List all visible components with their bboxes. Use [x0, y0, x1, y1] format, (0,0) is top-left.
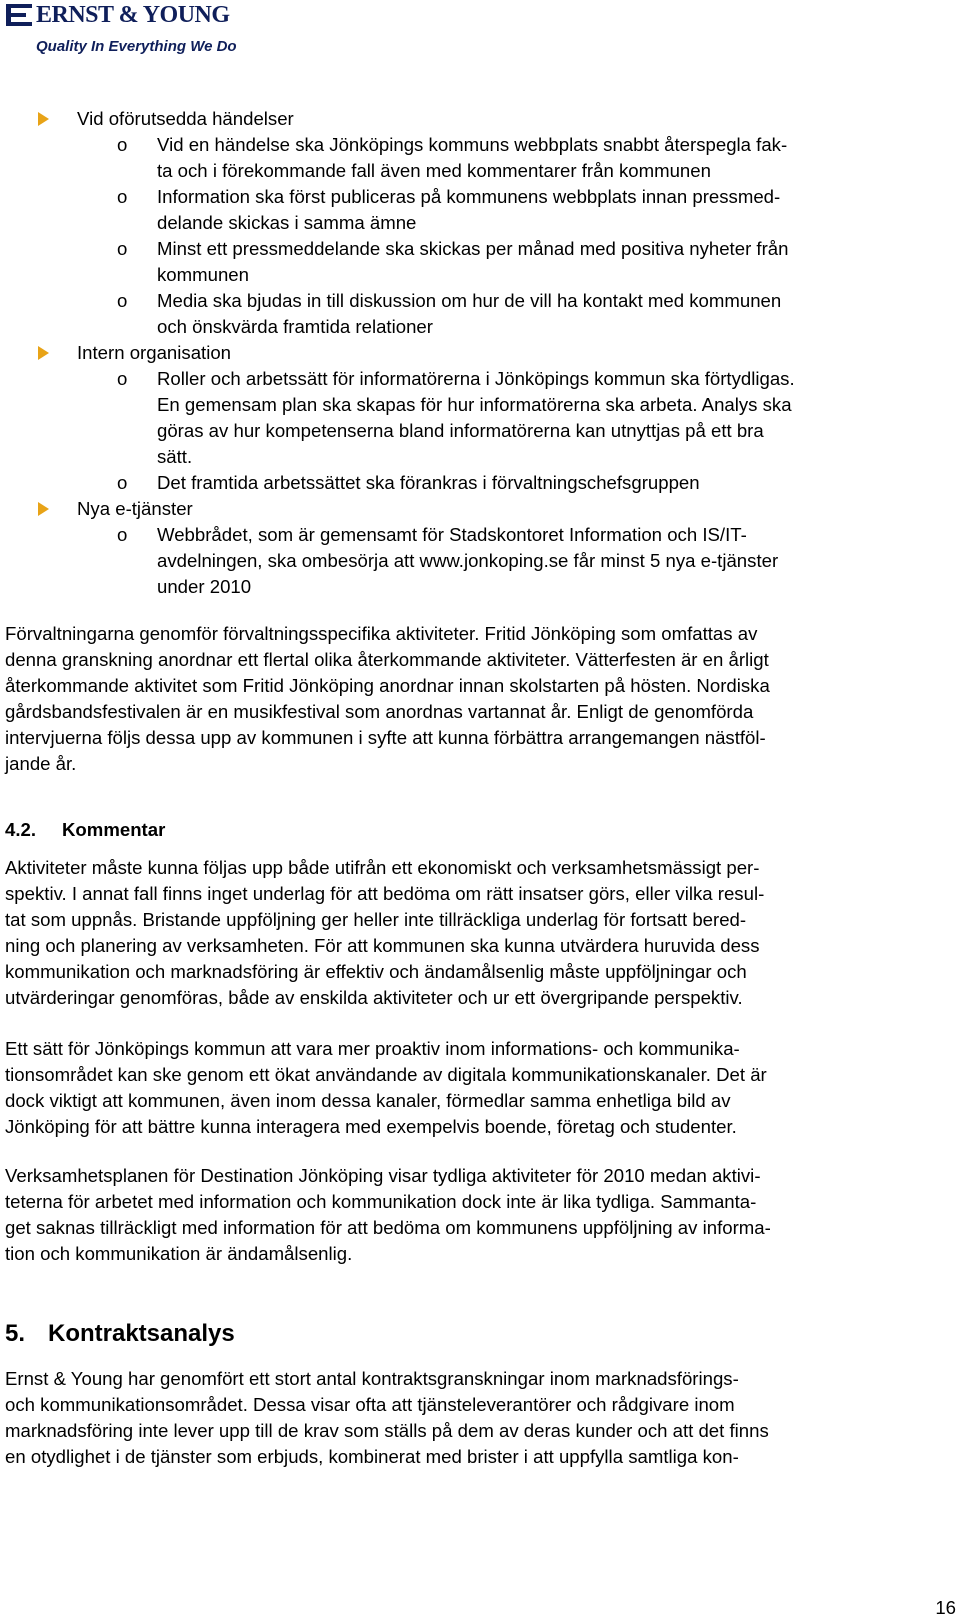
paragraph-line: Aktiviteter måste kunna följas upp både utifrån ett ekonomiskt och verksamhetsmässigt per-	[5, 857, 760, 878]
paragraph-line: och kommunikationsområdet. Dessa visar ofta att tjänsteleverantörer och rådgivare inom	[5, 1394, 735, 1415]
section-number: 5.	[5, 1320, 26, 1347]
sub-bullet-marker: o	[117, 238, 128, 259]
paragraph-line: en otydlighet i de tjänster som erbjuds, kombinerat med brister i att uppfylla samtliga kon-	[5, 1446, 739, 1467]
sub-bullet-text: Det framtida arbetssättet ska förankras i förvaltningschefsgruppen	[157, 472, 700, 493]
paragraph-line: jande år.	[5, 753, 77, 774]
paragraph-line: Verksamhetsplanen för Destination Jönköping visar tydliga aktiviteter för 2010 medan aktivi-	[5, 1165, 761, 1186]
sub-bullet-marker: o	[117, 290, 128, 311]
triangle-bullet-icon	[38, 346, 49, 360]
sub-bullet-text: Roller och arbetssätt för informatörerna i Jönköpings kommun ska förtydligas.	[157, 368, 795, 389]
paragraph-line: återkommande aktivitet som Fritid Jönköping anordnar innan skolstarten på hösten. Nordiska	[5, 675, 770, 696]
brand-name: ERNST & YOUNG	[36, 2, 230, 28]
paragraph-line: Ernst & Young har genomfört ett stort antal kontraktsgranskningar inom marknadsförings-	[5, 1368, 739, 1389]
bullet-title: Nya e-tjänster	[77, 498, 193, 519]
paragraph-line: tionsområdet kan ske genom ett ökat användande av digitala kommunikationskanaler. Det är	[5, 1064, 767, 1085]
sub-bullet-text: Minst ett pressmeddelande ska skickas per månad med positiva nyheter från	[157, 238, 789, 259]
section-heading: Kontraktsanalys	[48, 1320, 235, 1347]
paragraph-line: spektiv. I annat fall finns inget underlag för att bedöma om rätt insatser görs, eller vilka resul-	[5, 883, 765, 904]
paragraph-line: ning och planering av verksamheten. För att kommunen ska kunna utvärdera huruvida dess	[5, 935, 760, 956]
bullet-title: Intern organisation	[77, 342, 232, 363]
paragraph-line: intervjuerna följs dessa upp av kommunen i syfte att kunna förbättra arrangemangen nästföl-	[5, 727, 766, 748]
section-heading: Kommentar	[62, 819, 166, 840]
paragraph-line: kommunikation och marknadsföring är effektiv och ändamålsenlig måste uppföljningar och	[5, 961, 747, 982]
sub-bullet-marker: o	[117, 186, 128, 207]
sub-bullet-text: delande skickas i samma ämne	[157, 212, 417, 233]
paragraph-line: gårdsbandsfestivalen är en musikfestival som anordnas vartannat år. Enligt de genomförda	[5, 701, 754, 722]
sub-bullet-text: kommunen	[157, 264, 249, 285]
paragraph-line: teterna för arbetet med information och kommunikation dock inte är lika tydliga. Sammanta-	[5, 1191, 757, 1212]
bullet-title: Vid oförutsedda händelser	[77, 108, 294, 129]
sub-bullet-text: Information ska först publiceras på kommunens webbplats innan pressmed-	[157, 186, 781, 207]
page-number: 16	[935, 1597, 956, 1618]
sub-bullet-text: Media ska bjudas in till diskussion om hur de vill ha kontakt med kommunen	[157, 290, 782, 311]
sub-bullet-text: göras av hur kompetenserna bland informatörerna kan utnyttjas på ett bra	[157, 420, 764, 441]
sub-bullet-text: Webbrådet, som är gemensamt för Stadskontoret Information och IS/IT-	[157, 524, 747, 545]
sub-bullet-marker: o	[117, 524, 128, 545]
paragraph-line: tat som uppnås. Bristande uppföljning ger heller inte tillräckliga underlag för fortsatt bered-	[5, 909, 747, 930]
triangle-bullet-icon	[38, 112, 49, 126]
paragraph-line: Jönköping för att bättre kunna interagera med exempelvis boende, företag och studenter.	[5, 1116, 737, 1137]
sub-bullet-text: under 2010	[157, 576, 252, 597]
sub-bullet-text: och önskvärda framtida relationer	[157, 316, 433, 337]
section-number: 4.2.	[5, 819, 37, 840]
paragraph-line: Ett sätt för Jönköpings kommun att vara mer proaktiv inom informations- och kommunika-	[5, 1038, 740, 1059]
sub-bullet-text: sätt.	[157, 446, 193, 467]
triangle-bullet-icon	[38, 502, 49, 516]
ey-logo-mark-icon	[6, 4, 32, 26]
ernst-young-logo	[6, 2, 276, 60]
paragraph-line: marknadsföring inte lever upp till de krav som ställs på dem av deras kunder och att det finns	[5, 1420, 769, 1441]
sub-bullet-marker: o	[117, 368, 128, 389]
paragraph-line: utvärderingar genomföras, både av enskilda aktiviteter och ur ett övergripande perspektiv.	[5, 987, 743, 1008]
sub-bullet-marker: o	[117, 472, 128, 493]
paragraph-line: tion och kommunikation är ändamålsenlig.	[5, 1243, 353, 1264]
sub-bullet-text: ta och i förekommande fall även med kommentarer från kommunen	[157, 160, 711, 181]
brand-tagline: Quality In Everything We Do	[36, 38, 237, 55]
sub-bullet-text: avdelningen, ska ombesörja att www.jonkoping.se får minst 5 nya e-tjänster	[157, 550, 779, 571]
paragraph-line: dock viktigt att kommunen, även inom dessa kanaler, förmedlar samma enhetliga bild av	[5, 1090, 731, 1111]
paragraph-line: get saknas tillräckligt med information för att bedöma om kommunens uppföljning av informa-	[5, 1217, 771, 1238]
sub-bullet-text: Vid en händelse ska Jönköpings kommuns webbplats snabbt återspegla fak-	[157, 134, 788, 155]
sub-bullet-marker: o	[117, 134, 128, 155]
paragraph-line: Förvaltningarna genomför förvaltningsspecifika aktiviteter. Fritid Jönköping som omfattas av	[5, 623, 758, 644]
sub-bullet-text: En gemensam plan ska skapas för hur informatörerna ska arbeta. Analys ska	[157, 394, 792, 415]
paragraph-line: denna granskning anordnar ett flertal olika återkommande aktiviteter. Vätterfesten är en årligt	[5, 649, 769, 670]
